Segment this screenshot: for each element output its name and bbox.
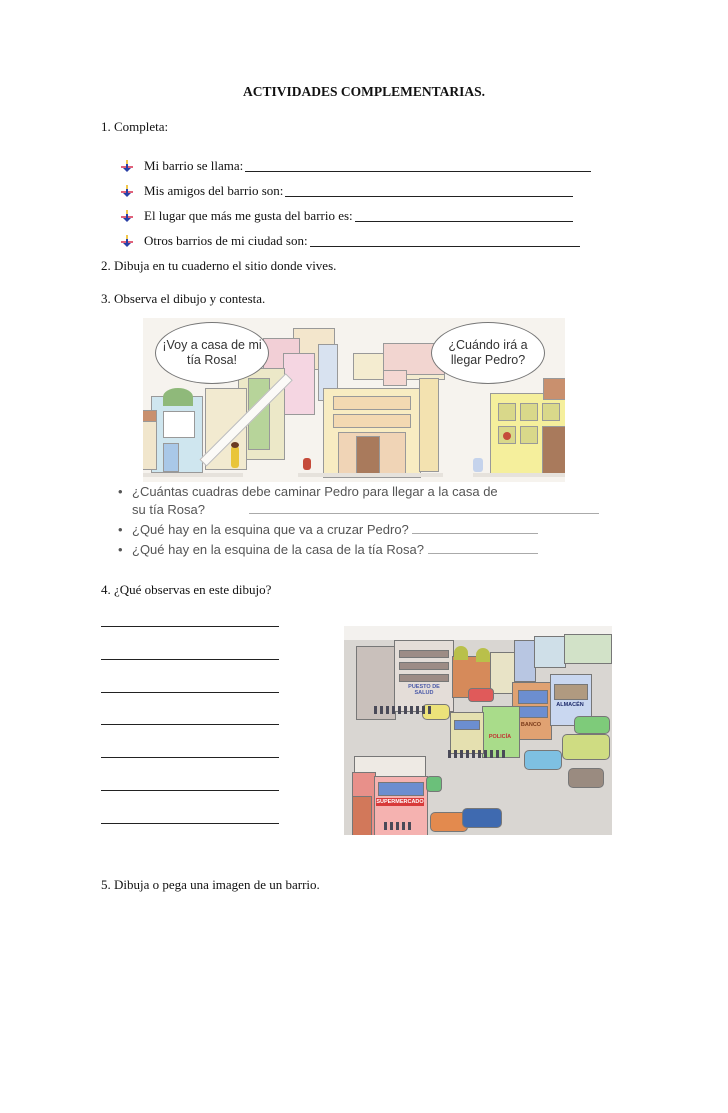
- bank-sign: BANCO: [520, 722, 542, 728]
- fill-item-answer-field[interactable]: [245, 160, 591, 172]
- police-sign: POLICÍA: [488, 734, 512, 740]
- health-post-sign: PUESTO DE SALUD: [408, 684, 440, 696]
- city-scene-illustration: [344, 626, 612, 835]
- answer-field[interactable]: [249, 503, 599, 514]
- street-scene-illustration: [143, 318, 565, 482]
- fill-item-label: Mis amigos del barrio son:: [144, 183, 284, 198]
- answer-line[interactable]: [101, 692, 279, 693]
- section-5-heading: 5. Dibuja o pega una imagen de un barrio.: [101, 877, 320, 892]
- answer-line[interactable]: [101, 757, 279, 758]
- section-4-heading: 4. ¿Qué observas en este dibujo?: [101, 582, 272, 597]
- section-3-heading: 3. Observa el dibujo y contesta.: [101, 291, 266, 306]
- fill-item-answer-field[interactable]: [355, 210, 573, 222]
- question-item-3: • ¿Qué hay en la esquina de la casa de la tía Rosa?: [118, 542, 538, 557]
- question-item-1: • ¿Cuántas cuadras debe caminar Pedro para llegar a la casa de: [118, 484, 498, 499]
- store-sign: ALMACÉN: [556, 702, 584, 708]
- question-item-1-cont: su tía Rosa?: [132, 502, 599, 517]
- answer-line[interactable]: [101, 626, 279, 627]
- fill-item-3: [120, 208, 573, 224]
- arrow-down-bullet-icon: [120, 184, 134, 198]
- answer-field[interactable]: [428, 543, 538, 554]
- answer-line[interactable]: [101, 724, 279, 725]
- supermarket-sign: SUPERMERCADO: [376, 799, 424, 805]
- fill-item-4: [120, 233, 580, 249]
- fill-item-1: [120, 158, 591, 174]
- answer-line[interactable]: [101, 823, 279, 824]
- page-title: ACTIVIDADES COMPLEMENTARIAS.: [242, 84, 486, 99]
- arrow-down-bullet-icon: [120, 209, 134, 223]
- arrow-down-bullet-icon: [120, 234, 134, 248]
- fill-item-label: Otros barrios de mi ciudad son:: [144, 233, 308, 248]
- speech-bubble-left: ¡Voy a casa de mi tía Rosa!: [155, 322, 269, 384]
- section-1-heading: 1. Completa:: [101, 119, 169, 134]
- section-2-heading: 2. Dibuja en tu cuaderno el sitio donde vives.: [101, 258, 337, 273]
- fill-item-label: El lugar que más me gusta del barrio es:: [144, 208, 353, 223]
- answer-line[interactable]: [101, 790, 279, 791]
- fill-item-answer-field[interactable]: [285, 185, 573, 197]
- fill-item-answer-field[interactable]: [310, 235, 580, 247]
- question-item-2: • ¿Qué hay en la esquina que va a cruzar Pedro?: [118, 522, 538, 537]
- answer-line[interactable]: [101, 659, 279, 660]
- arrow-down-bullet-icon: [120, 159, 134, 173]
- fill-item-2: [120, 183, 573, 199]
- fill-item-label: Mi barrio se llama:: [144, 158, 244, 173]
- speech-bubble-right: ¿Cuándo irá a llegar Pedro?: [431, 322, 545, 384]
- answer-field[interactable]: [412, 523, 538, 534]
